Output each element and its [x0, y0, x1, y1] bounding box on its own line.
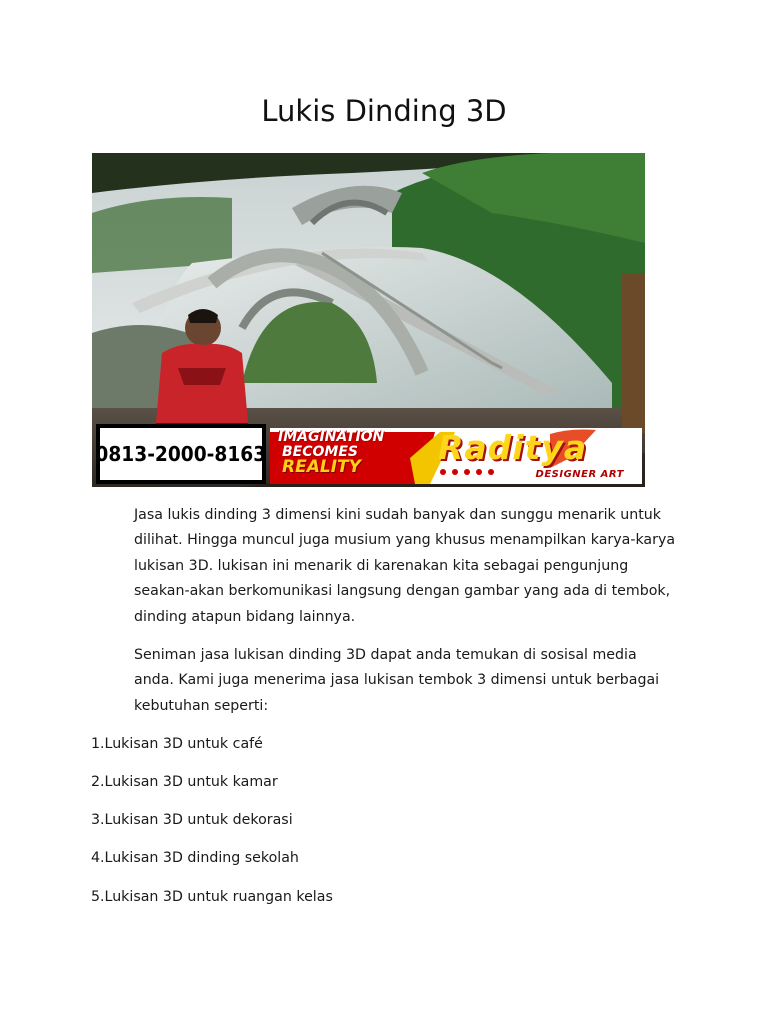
list-item: 1.Lukisan 3D untuk café — [91, 736, 263, 752]
brand-dots — [440, 469, 494, 475]
list-item: 5.Lukisan 3D untuk ruangan kelas — [91, 889, 333, 905]
brand-logo — [434, 428, 634, 484]
paragraph-2 — [91, 643, 681, 719]
slogan-line-1: IMAGINATION — [278, 429, 385, 445]
list-item: 2.Lukisan 3D untuk kamar — [91, 774, 278, 790]
paragraph-1 — [91, 503, 681, 630]
slogan-line-3: REALITY — [282, 457, 361, 477]
phone-number: 0813-2000-8163 — [95, 442, 267, 466]
list-item: 3.Lukisan 3D untuk dekorasi — [91, 812, 293, 828]
list-item: 4.Lukisan 3D dinding sekolah — [91, 850, 299, 866]
brand-subtitle: DESIGNER ART — [535, 469, 624, 480]
slogan-line-2: BECOMES — [282, 444, 358, 460]
phone-label-box — [96, 424, 266, 484]
page-title: Lukis Dinding 3D — [261, 94, 507, 128]
paragraph-1-text: Jasa lukis dinding 3 dimensi kini sudah banyak dan sunggu menarik untuk dilihat. Hingga muncul juga musium yang khusus menampilkan karya-karya lukisan 3D. lukisan ini menarik di karenakan kita sebagai pengunjung seakan-akan berkomunikasi langsung dengan gambar yang ada di tembok, dinding atapun bidang lainnya. — [134, 507, 676, 625]
promo-banner — [270, 428, 642, 484]
slogan — [278, 430, 448, 482]
brand-name: Raditya — [438, 428, 588, 467]
paragraph-2-text: Seniman jasa lukisan dinding 3D dapat anda temukan di sosisal media anda. Kami juga menerima jasa lukisan tembok 3 dimensi untuk berbagai kebutuhan seperti: — [134, 647, 660, 714]
